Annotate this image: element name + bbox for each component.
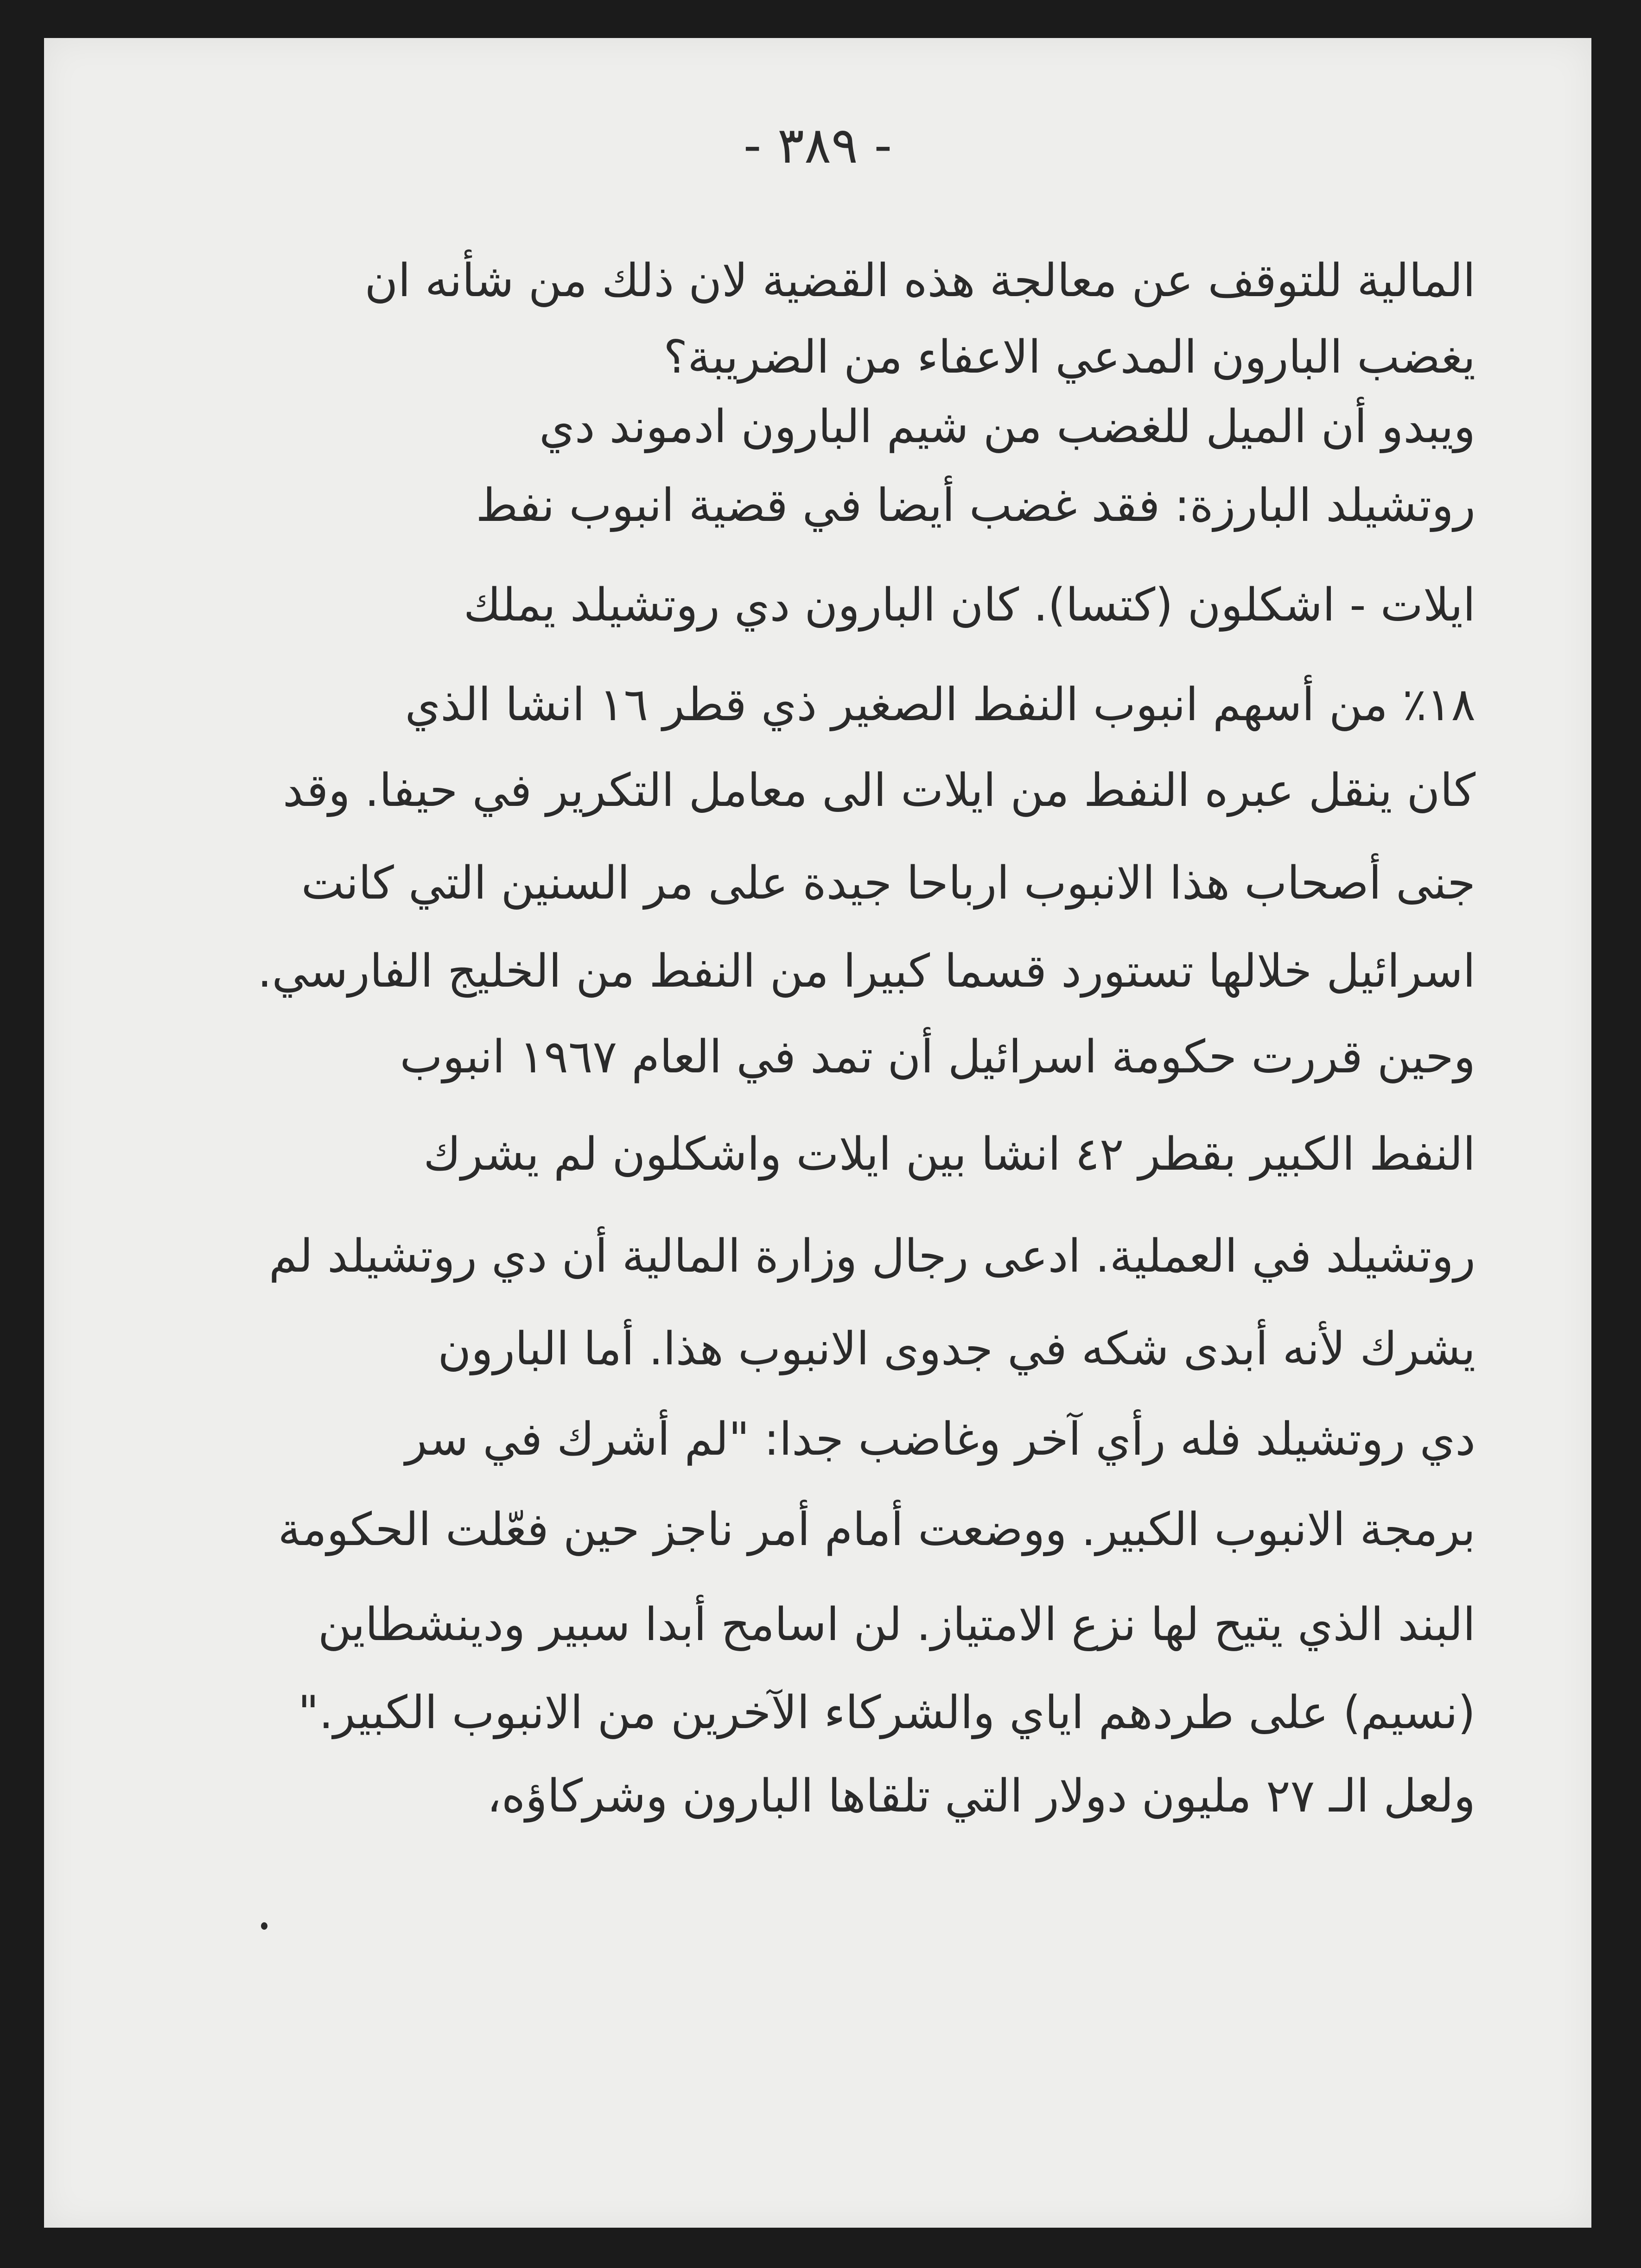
document-page — [44, 38, 1591, 2228]
text-line: المالية للتوقف عن معالجة هذه القضية لان ذلك من شأنه ان — [364, 254, 1476, 307]
text-line: ١٨٪ من أسهم انبوب النفط الصغير ذي قطر ١٦ انشا الذي — [405, 678, 1476, 731]
text-line: روتشيلد في العملية. ادعى رجال وزارة المالية أن دي روتشيلد لم — [268, 1230, 1476, 1283]
text-line: روتشيلد البارزة: فقد غضب أيضا في قضية انبوب نفط — [476, 479, 1476, 532]
text-line: كان ينقل عبره النفط من ايلات الى معامل التكرير في حيفا. وقد — [282, 764, 1476, 817]
text-line: النفط الكبير بقطر ٤٢ انشا بين ايلات واشكلون لم يشرك — [423, 1128, 1476, 1181]
text-line: (نسيم) على طردهم اياي والشركاء الآخرين من الانبوب الكبير." — [298, 1686, 1476, 1739]
text-line: جنى أصحاب هذا الانبوب ارباحا جيدة على مر السنين التي كانت — [301, 857, 1476, 910]
page-number: - ٣٨٩ - — [743, 117, 892, 175]
text-line: البند الذي يتيح لها نزع الامتياز. لن اسامح أبدا سبير ودينشطاين — [318, 1598, 1476, 1651]
text-line: يشرك لأنه أبدى شكه في جدوى الانبوب هذا. أما البارون — [438, 1323, 1476, 1375]
text-line: ايلات - اشكلون (كتسا). كان البارون دي روتشيلد يملك — [463, 579, 1476, 632]
text-line: ولعل الـ ٢٧ مليون دولار التي تلقاها البارون وشركاؤه، — [487, 1770, 1476, 1823]
text-line: دي روتشيلد فله رأي آخر وغاضب جدا: "لم أشرك في سر — [405, 1413, 1476, 1466]
text-line: ويبدو أن الميل للغضب من شيم البارون ادموند دي — [539, 400, 1476, 453]
text-line: يغضب البارون المدعي الاعفاء من الضريبة؟ — [663, 331, 1476, 384]
ink-dot — [261, 1922, 267, 1930]
text-line: اسرائيل خلالها تستورد قسما كبيرا من النفط من الخليج الفارسي. — [257, 945, 1476, 998]
text-line: وحين قررت حكومة اسرائيل أن تمد في العام ١٩٦٧ انبوب — [400, 1031, 1476, 1083]
text-body — [44, 38, 1591, 2228]
text-line: برمجة الانبوب الكبير. ووضعت أمام أمر ناجز حين فعّلت الحكومة — [278, 1503, 1476, 1556]
